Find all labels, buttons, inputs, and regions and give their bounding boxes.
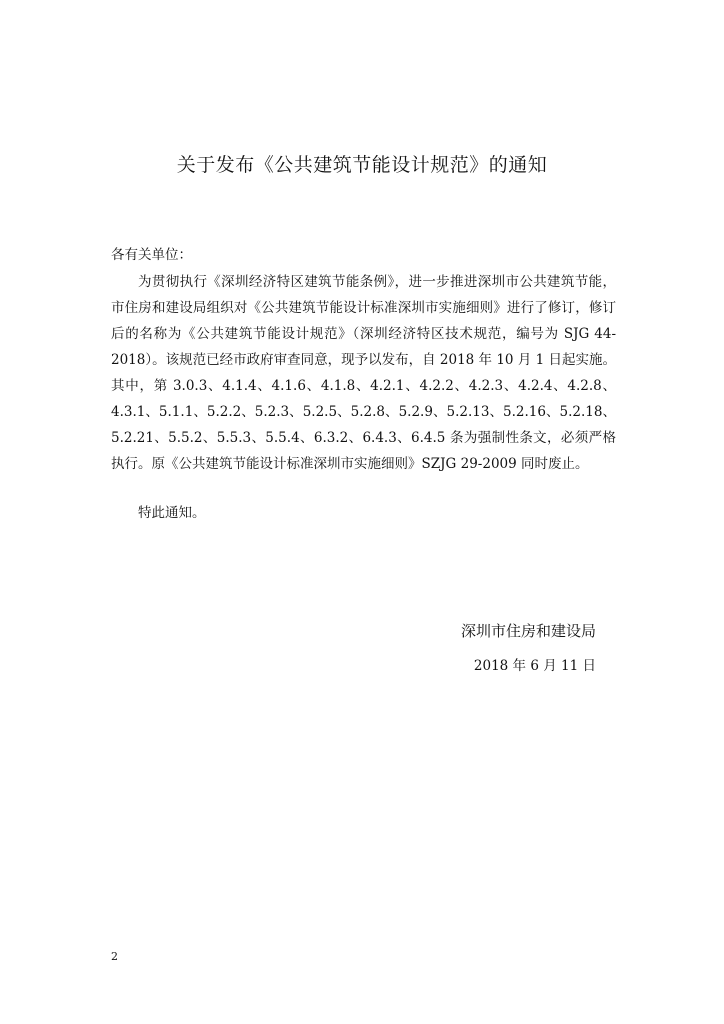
issuer-signature: 深圳市住房和建设局 [460, 622, 596, 640]
salutation: 各有关单位： [111, 247, 192, 263]
page-number: 2 [111, 950, 118, 963]
body-paragraph: 为贯彻执行《深圳经济特区建筑节能条例》，进一步推进深圳市公共建筑节能，市住房和建设局组织对《公共建筑节能设计标准深圳市实施细则》进行了修订，修订后的名称为《公共建筑节能设计规范》（深圳经济特区技术规范，编号为 SJG 44-2018）。该规范已经市政府审查同意，现予以发布，自 2018 年 10 月 1 日起实施。其中，第 3.0.3、4.1.4、4.1.6、4.1.8、4.2.1、4.2.2、4.2.3、4.2.4、4.2.8、4.3.1、5.1.1、5.2.2、5.2.3、5.2.5、5.2.8、5.2.9、5.2.13、5.2.16、5.2.18、5.2.21、5.5.2、5.5.3、5.5.4、6.3.2、6.4.3、6.4.5 条为强制性条文，必须严格执行。原《公共建筑节能设计标准深圳市实施细则》SZJG 29-2009 同时废止。 [111, 274, 616, 472]
document-title: 关于发布《公共建筑节能设计规范》的通知 [176, 154, 548, 176]
issue-date: 2018 年 6 月 11 日 [473, 658, 596, 674]
closing-paragraph: 特此通知。 [138, 505, 206, 521]
